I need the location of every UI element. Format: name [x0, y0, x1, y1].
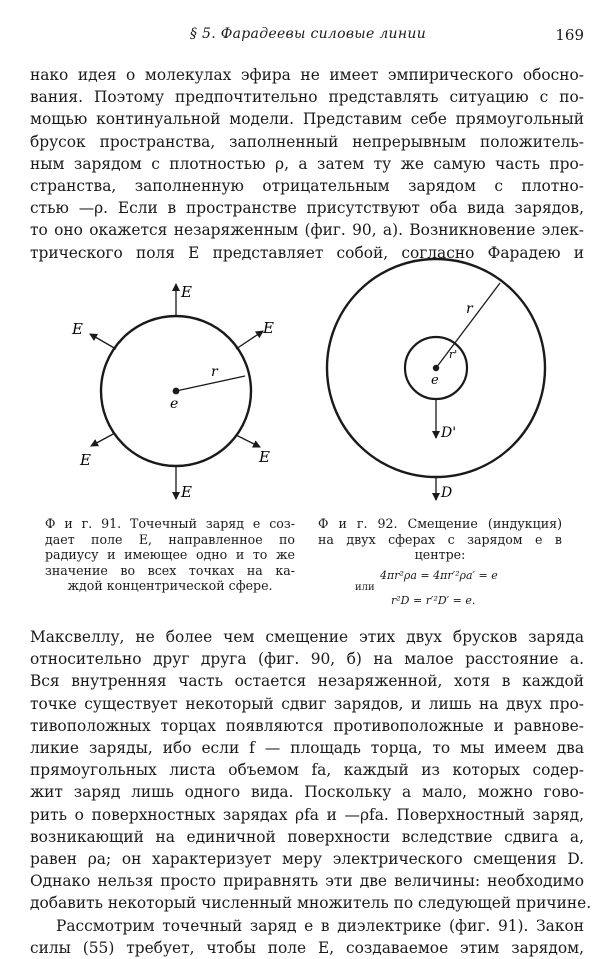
caption-line: радиусу и имеющее одно и то же: [45, 547, 295, 563]
caption-line: значение во всех точках на ка-: [45, 562, 295, 578]
label-E-top: E: [181, 283, 192, 301]
equation-1: 4πr²ρa = 4πr′²ρa′ = e: [380, 569, 498, 582]
figure-91-diagram: [60, 278, 310, 508]
figure-92-caption: [318, 516, 562, 563]
text-line: Максвеллу, не более чем смещение этих двух брусков заряда: [30, 628, 584, 646]
label-D-prime: D': [441, 425, 457, 441]
text-line: рить о поверхностных зарядах ρfa и —ρfa. Поверхностный заряд,: [30, 805, 584, 824]
text-line: Вся внутренняя часть остается незаряженной, хотя в каждой: [30, 672, 584, 691]
bottom-paragraph: [30, 626, 592, 915]
text-line: Рассмотрим точечный заряд e в диэлектрике (фиг. 91). Закон: [56, 917, 584, 935]
text-line: равен ρa; он характеризует меру электрического смещения D.: [30, 850, 584, 869]
caption-line: Ф и г. 91. Точечный заряд e соз-: [45, 516, 295, 531]
text-line: возникающий на единичной поверхности вследствие сдвига a,: [30, 827, 584, 846]
figure-91-caption: [45, 516, 295, 594]
label-E-lower-left: E: [80, 451, 91, 469]
figure-92-diagram: [320, 250, 580, 510]
text-line: добавить некоторый численный множитель по следующей причине.: [30, 894, 592, 913]
field-arrow-lower-left: [91, 433, 115, 446]
field-arrow-upper-right: [236, 331, 263, 349]
caption-line: центре:: [414, 547, 466, 563]
point-charge: [173, 388, 180, 395]
point-charge: [433, 365, 439, 371]
text-line: силы (55) требует, чтобы поле E, создаваемое этим зарядом,: [30, 939, 584, 958]
text-line: вания. Поэтому предпочтительно представлять ситуацию с по-: [30, 88, 584, 107]
field-arrow-lower-right: [236, 435, 260, 447]
label-e: e: [431, 373, 439, 388]
text-line: точке существует некоторый сдвиг зарядов, и лишь на двух про-: [30, 694, 584, 713]
text-line: трического поля E представляет собой, согласно Фарадею и: [30, 243, 584, 262]
label-D: D: [441, 485, 453, 501]
section-title: § 5. Фарадеевы силовые линии: [189, 26, 427, 42]
text-line: странства, заполненную отрицательным зарядом с плотно-: [30, 177, 584, 196]
caption-line: Ф и г. 92. Смещение (индукция): [318, 516, 562, 531]
field-arrow-upper-left: [90, 334, 116, 349]
text-line: стью —ρ. Если в пространстве присутствуют оба вида зарядов,: [30, 199, 584, 218]
label-E-upper-left: E: [72, 320, 83, 338]
text-line: Однако нельзя просто приравнять эти две величины: необходимо: [30, 872, 584, 891]
top-paragraph: [30, 64, 584, 264]
caption-line: дает поле E, направленное по: [45, 531, 295, 547]
text-line: брусок пространства, заполненный непрерывным положитель-: [30, 132, 584, 151]
label-E-upper-right: E: [263, 319, 274, 337]
text-line: мощью континуальной модели. Представим себе прямоугольный: [30, 110, 584, 129]
label-e: e: [170, 396, 179, 412]
equation-2: r²D = r′²D′ = e.: [391, 594, 476, 607]
label-r: r: [211, 364, 218, 380]
equation-or: или: [355, 582, 375, 593]
text-line: нако идея о молекулах эфира не имеет эмпирического обосно-: [30, 66, 584, 84]
caption-line: ждой концентрической сфере.: [67, 578, 273, 594]
page-number: 169: [555, 26, 584, 44]
last-paragraph: [30, 915, 584, 959]
text-line: ным зарядом с плотностью ρ, а затем ту же самую часть про-: [30, 154, 584, 173]
label-E-bottom: E: [181, 483, 192, 501]
label-r-prime: r': [449, 348, 458, 361]
text-line: тивоположных торцах появляются противоположные и равнове-: [30, 716, 584, 735]
text-line: относительно друг друга (фиг. 90, б) на малое расстояние a.: [30, 650, 584, 669]
text-line: то оно окажется незаряженным (фиг. 90, а). Возникновение элек-: [30, 221, 584, 240]
label-E-lower-right: E: [259, 448, 270, 466]
running-header: [32, 26, 584, 48]
text-line: жит заряд лишь одного вида. Поскольку a мало, можно гово-: [30, 783, 584, 802]
caption-line: на двух сферах с зарядом e в: [318, 531, 562, 547]
text-line: ликие заряды, ибо если f — площадь торца, то мы имеем два: [30, 739, 584, 758]
text-line: прямоугольных листа объемом fa, каждый из которых содер-: [30, 761, 584, 780]
label-r: r: [466, 301, 473, 317]
outer-radius-line: [436, 283, 500, 368]
